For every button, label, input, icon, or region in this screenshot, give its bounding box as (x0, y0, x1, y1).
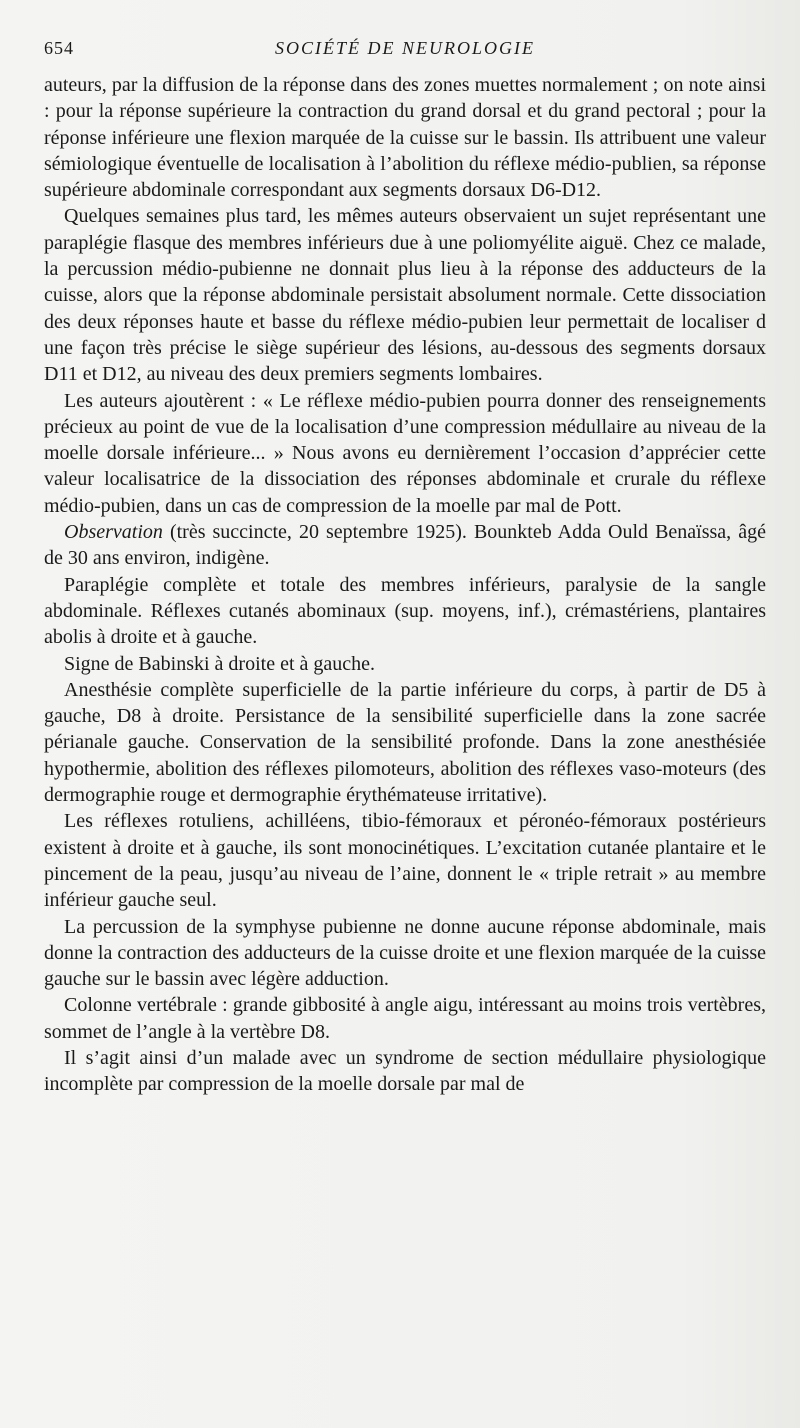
page-header (44, 38, 766, 62)
paragraph: La percussion de la symphyse pubienne ne donne aucune réponse abdominale, mais donne la contraction des adducteurs de la cuisse droite et une flexion marquée de la cuisse gauche sur le bassin avec légère adduction. (44, 915, 766, 991)
paragraph: Anesthésie complète superficielle de la partie inférieure du corps, à partir de D5 à gauche, D8 à droite. Persistance de la sensibilité superficielle dans la zone sacrée périanale gauche. Conservation de la sensibilité profonde. Dans la zone anesthésiée hypothermie, abolition des réflexes pilomoteurs, abolition des réflexes vaso-moteurs (des dermographie rouge et dermographie érythémateuse irritative). (44, 678, 766, 807)
paragraph: Colonne vertébrale : grande gibbosité à angle aigu, intéressant au moins trois vertèbres, sommet de l’angle à la vertèbre D8. (44, 994, 766, 1043)
paragraph: Signe de Babinski à droite et à gauche. (64, 652, 376, 675)
paragraph: Les réflexes rotuliens, achilléens, tibio-fémoraux et péronéo-fémoraux postérieurs existent à droite et à gauche, ils sont monocinétiques. L’excitation cutanée plantaire et le pincement de la peau, jusqu’au niveau de l’aine, donnent le « triple retrait » au membre inférieur gauche seul. (44, 810, 766, 912)
observation-label: Observation (64, 521, 163, 544)
paragraph: Quelques semaines plus tard, les mêmes auteurs observaient un sujet représentant une paraplégie flasque des membres inférieurs due à une poliomyélite aiguë. Chez ce malade, la percussion médio-pubienne ne donnait plus lieu à la réponse des adducteurs de la cuisse, alors que la réponse abdominale persistait absolument normale. Cette dissociation des deux réponses haute et basse du réflexe médio-pubien leur permettait de localiser d une façon très précise le siège supérieur des lésions, au-dessous des segments dorsaux D11 et D12, au niveau des deux premiers segments lombaires. (44, 205, 766, 386)
paragraph: Paraplégie complète et totale des membres inférieurs, paralysie de la sangle abdominale. Réflexes cutanés abominaux (sup. moyens, inf.), crémastériens, plantaires abolis à droite et à gauche. (44, 573, 766, 649)
observation-paragraph (44, 519, 766, 572)
paragraph: Les auteurs ajoutèrent : « Le réflexe médio-pubien pourra donner des renseignements précieux au point de vue de la localisation d’une compression médullaire au niveau de la moelle dorsale inférieure... » Nous avons eu dernièrement l’occasion d’apprécier cette valeur localisatrice de la dissociation des réponses abdominale et crurale du réflexe médio-pubien, dans un cas de compression de la moelle par mal de Pott. (44, 389, 766, 517)
paragraph: auteurs, par la diffusion de la réponse dans des zones muettes normalement ; on note ainsi : pour la réponse supérieure la contraction du grand dorsal et du grand pectoral ; pour la réponse inférieure une flexion marquée de la cuisse sur le bassin. Ils attribuent une valeur sémiologique éventuelle de localisation à l’abolition du réflexe médio-publien, sa réponse supérieure abdominale correspondant aux segments dorsaux D6-D12. (44, 74, 766, 202)
body-text (44, 72, 766, 1098)
paragraph: Il s’agit ainsi d’un malade avec un syndrome de section médullaire physiologique incomplète par compression de la moelle dorsale par mal de (44, 1046, 766, 1096)
observation-text: (très succincte, 20 septembre 1925). Bounkteb Adda Ould Benaïssa, âgé de 30 ans environ, indigène. (44, 521, 766, 570)
running-title: SOCIÉTÉ DE NEUROLOGIE (275, 38, 535, 58)
page-number: 654 (44, 38, 74, 58)
